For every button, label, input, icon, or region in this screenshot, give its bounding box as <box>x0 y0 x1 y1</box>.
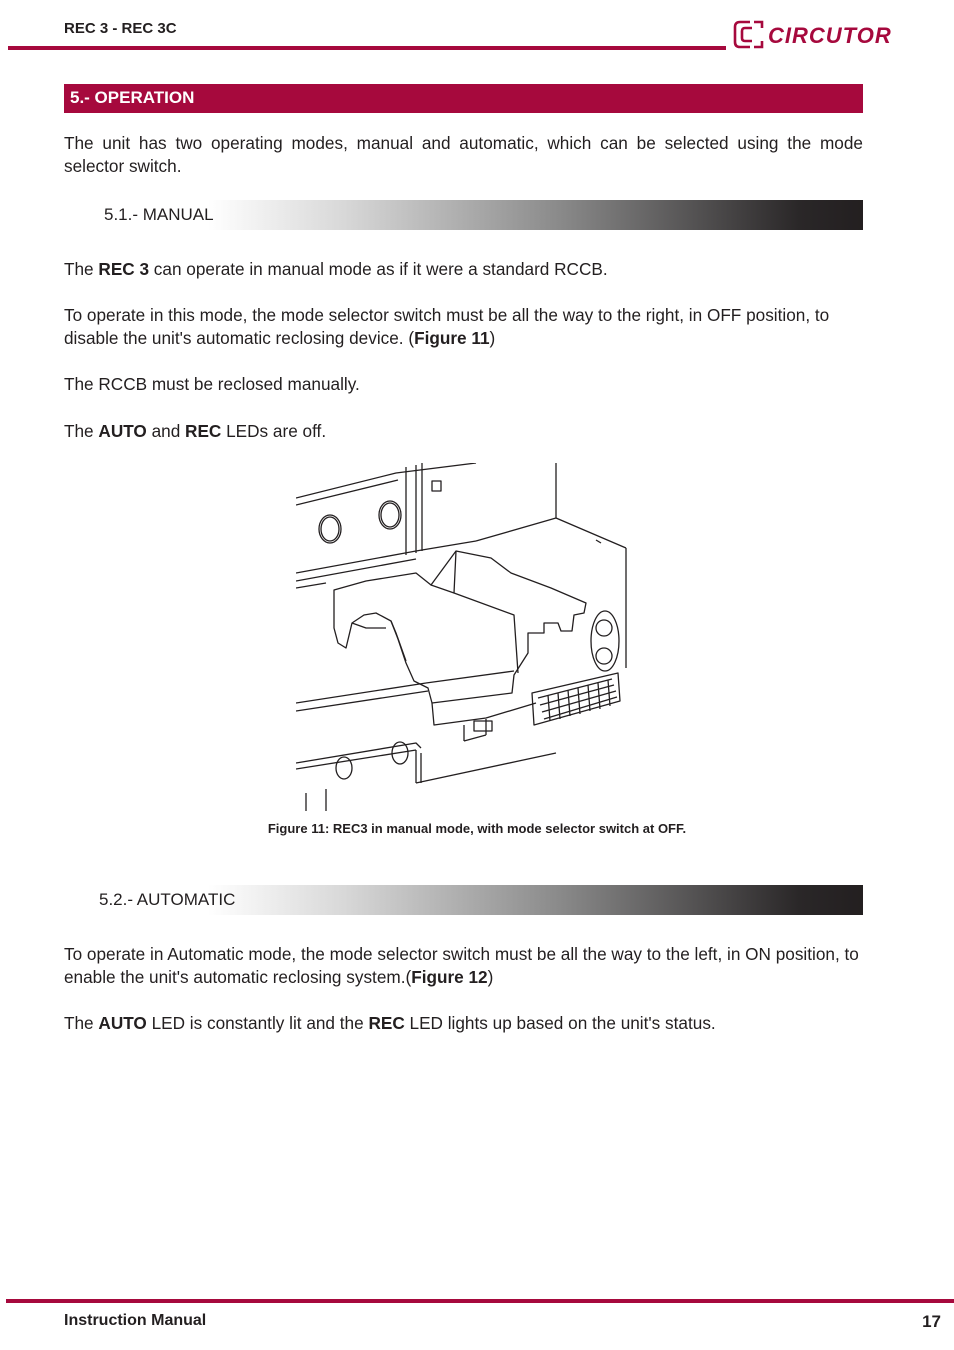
document-title: REC 3 - REC 3C <box>64 20 177 37</box>
intro-paragraph: The unit has two operating modes, manual and automatic, which can be selected using the mode selector switch. <box>64 133 863 176</box>
page-number: 17 <box>922 1312 941 1331</box>
device-illustration <box>296 463 636 811</box>
footer-rule <box>6 1299 954 1303</box>
subsection-automatic-title: 5.2.- AUTOMATIC <box>99 890 236 909</box>
section-title: 5.- OPERATION <box>70 88 195 107</box>
manual-paragraph-3: The RCCB must be reclosed manually. <box>64 374 360 394</box>
manual-paragraph-2: To operate in this mode, the mode selector switch must be all the way to the right, in OFF position, to disable the unit's automatic reclosing device. (Figure 11) <box>64 305 830 348</box>
footer-manual-label: Instruction Manual <box>64 1312 207 1329</box>
circutor-logo <box>732 16 912 52</box>
header-rule <box>8 46 726 50</box>
manual-paragraph-1: The REC 3 can operate in manual mode as if it were a standard RCCB. <box>64 259 608 279</box>
manual-paragraph-4: The AUTO and REC LEDs are off. <box>64 421 327 441</box>
figure-caption: Figure 11: REC3 in manual mode, with mode selector switch at OFF. <box>267 821 687 836</box>
bold-term: AUTO <box>98 421 147 441</box>
figure-reference: Figure 12 <box>411 967 488 987</box>
automatic-paragraph-2: The AUTO LED is constantly lit and the REC LED lights up based on the unit's status. <box>64 1013 716 1033</box>
bold-term: REC <box>185 421 222 441</box>
brand-wordmark: CIRCUTOR <box>768 23 892 48</box>
bold-term: REC <box>368 1013 405 1033</box>
bold-term: AUTO <box>98 1013 147 1033</box>
automatic-paragraph-1: To operate in Automatic mode, the mode selector switch must be all the way to the left, in ON position, to enable the unit's automatic reclosing system.(Figure 12) <box>64 944 859 987</box>
subsection-manual-title: 5.1.- MANUAL <box>104 205 214 224</box>
figure-reference: Figure 11 <box>414 328 490 348</box>
bold-term: REC 3 <box>98 259 150 279</box>
